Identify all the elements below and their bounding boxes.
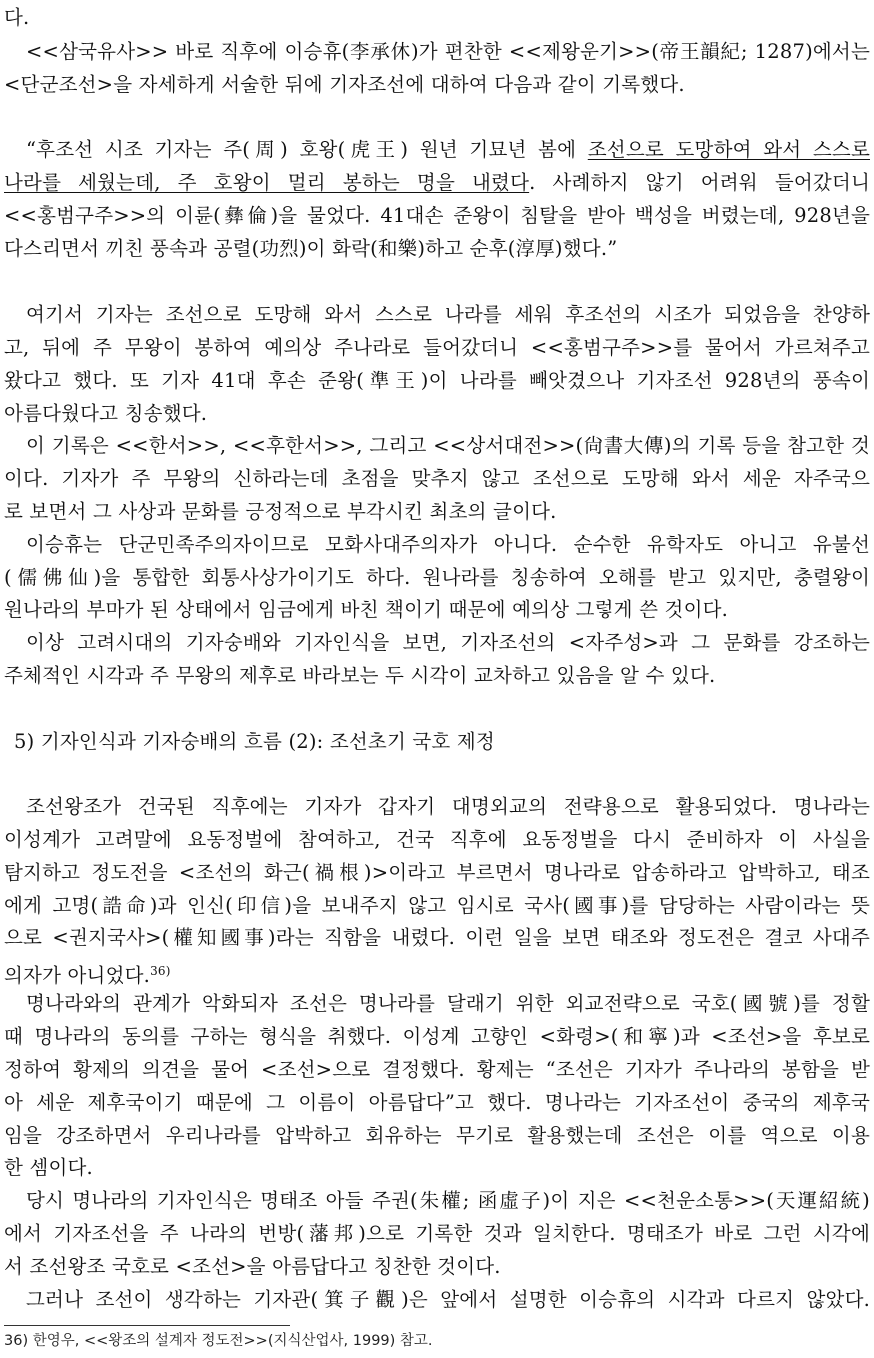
- quote-line: 다스리면서 끼친 풍속과 공렬(功烈)이 화락(和樂)하고 순후(淳厚)했다.”: [4, 237, 618, 260]
- text-line: 정하여 황제의 의견을 물어 <조선>으로 결정했다. 황제는 “조선은 기자가 주나라의 봉함을 받: [4, 1058, 870, 1081]
- footnote-divider: [4, 1325, 290, 1326]
- text-line: <<삼국유사>> 바로 직후에 이승휴(李承休)가 편찬한 <<제왕운기>>(帝王韻紀; 1287)에서는: [26, 40, 870, 63]
- underlined-text: 나라를 세웠는데, 주 호왕이 멀리 봉하는 명을 내렸다: [4, 171, 530, 194]
- text-line: 임을 강조하면서 우리나라를 압박하고 회유하는 무기로 활용했는데 조선은 이를 역으로 이용: [4, 1124, 870, 1147]
- footnote-ref: 36): [150, 964, 171, 978]
- quote-text: “후조선 시조 기자는 주(周) 호왕(虎王) 원년 기묘년 봄에: [26, 138, 588, 161]
- text-line: 탐지하고 정도전을 <조선의 화근(禍根)>이라고 부르면서 명나라로 압송하라고 압박하고, 태조: [4, 861, 870, 884]
- text-line: 왔다고 했다. 또 기자 41대 후손 준왕(準王)이 나라를 빼앗겼으나 기자조선 928년의 풍속이: [4, 369, 870, 392]
- quote-line: [4, 167, 870, 199]
- text-line: 아름다웠다고 칭송했다.: [4, 402, 208, 425]
- text-line: <단군조선>을 자세하게 서술한 뒤에 기자조선에 대하여 다음과 같이 기록했다.: [4, 73, 685, 96]
- text-line: 조선왕조가 건국된 직후에는 기자가 갑자기 대명외교의 전략용으로 활용되었다. 명나라는: [26, 795, 870, 818]
- text-line: 에게 고명(誥命)과 인신(印信)을 보내주지 않고 임시로 국사(國事)를 담당하는 사람이라는 뜻: [4, 894, 870, 917]
- text-line: (儒佛仙)을 통합한 회통사상가이기도 하다. 원나라를 칭송하여 오해를 받고 있지만, 충렬왕이: [4, 566, 870, 589]
- text-line: 아 세운 제후국이기 때문에 그 이름이 아름답다”고 했다. 명나라는 기자조선이 중국의 제후국: [4, 1091, 870, 1114]
- text-line: 당시 명나라의 기자인식은 명태조 아들 주권(朱權; 函虛子)이 지은 <<천운소통>>(天運紹統): [26, 1189, 870, 1212]
- text-line: 주체적인 시각과 주 무왕의 제후로 바라보는 두 시각이 교차하고 있음을 알 수 있다.: [4, 664, 716, 687]
- section-heading: 5) 기자인식과 기자숭배의 흐름 (2): 조선초기 국호 제정: [14, 730, 495, 753]
- text-line: 이상 고려시대의 기자숭배와 기자인식을 보면, 기자조선의 <자주성>과 그 문화를 강조하는: [26, 631, 870, 654]
- text-line: 다.: [4, 6, 30, 29]
- text-line: 원나라의 부마가 된 상태에서 임금에게 바친 책이기 때문에 예의상 그렇게 쓴 것이다.: [4, 598, 729, 621]
- underlined-text: 조선으로 도망하여 와서 스스로: [587, 138, 870, 161]
- text-line: 이다. 기자가 주 무왕의 신하라는데 초점을 맞추지 않고 조선으로 도망해 와서 세운 자주국으: [4, 467, 870, 490]
- quote-text: . 사례하지 않기 어려워 들어갔더니: [529, 171, 871, 194]
- footnote: 36) 한영우, <<왕조의 설계자 정도전>>(지식산업사, 1999) 참고.: [4, 1333, 433, 1349]
- text-line: 고, 뒤에 주 무왕이 봉하여 예의상 주나라로 들어갔더니 <<홍범구주>>를 물어서 가르쳐주고: [4, 336, 870, 359]
- text-line: 한 셈이다.: [4, 1156, 93, 1179]
- text-line: 이승휴는 단군민족주의자이므로 모화사대주의자가 아니다. 순수한 유학자도 아니고 유불선: [26, 533, 870, 556]
- quote-line: [4, 134, 870, 166]
- quote-line: <<홍범구주>>의 이륜(彝倫)을 물었다. 41대손 준왕이 침탈을 받아 백성을 버렸는데, 928년을: [4, 204, 870, 227]
- text-line: 명나라와의 관계가 악화되자 조선은 명나라를 달래기 위한 외교전략으로 국호(國號)를 정할: [26, 992, 870, 1015]
- text-line: 에서 기자조선을 주 나라의 번방(藩邦)으로 기록한 것과 일치한다. 명태조가 바로 그런 시각에: [4, 1222, 870, 1245]
- text-line: 그러나 조선이 생각하는 기자관(箕子觀)은 앞에서 설명한 이승휴의 시각과 다르지 않았다.: [26, 1288, 870, 1311]
- text-line: 으로 <권지국사>(權知國事)라는 직함을 내렸다. 이런 일을 보면 태조와 정도전은 결코 사대주: [4, 926, 870, 949]
- text-line: [4, 955, 171, 987]
- line-text: 의자가 아니었다.: [4, 964, 151, 987]
- text-line: 때 명나라의 동의를 구하는 형식을 취했다. 이성계 고향인 <화령>(和寧)과 <조선>을 후보로: [4, 1025, 870, 1048]
- text-line: 여기서 기자는 조선으로 도망해 와서 스스로 나라를 세워 후조선의 시조가 되었음을 찬양하: [26, 303, 870, 326]
- text-line: 서 조선왕조 국호로 <조선>을 아름답다고 칭찬한 것이다.: [4, 1255, 501, 1278]
- text-line: 이성계가 고려말에 요동정벌에 참여하고, 건국 직후에 요동정벌을 다시 준비하자 이 사실을: [4, 828, 870, 851]
- text-line: 로 보면서 그 사상과 문화를 긍정적으로 부각시킨 최초의 글이다.: [4, 500, 557, 523]
- text-line: 이 기록은 <<한서>>, <<후한서>>, 그리고 <<상서대전>>(尙書大傳)의 기록 등을 참고한 것: [26, 434, 870, 457]
